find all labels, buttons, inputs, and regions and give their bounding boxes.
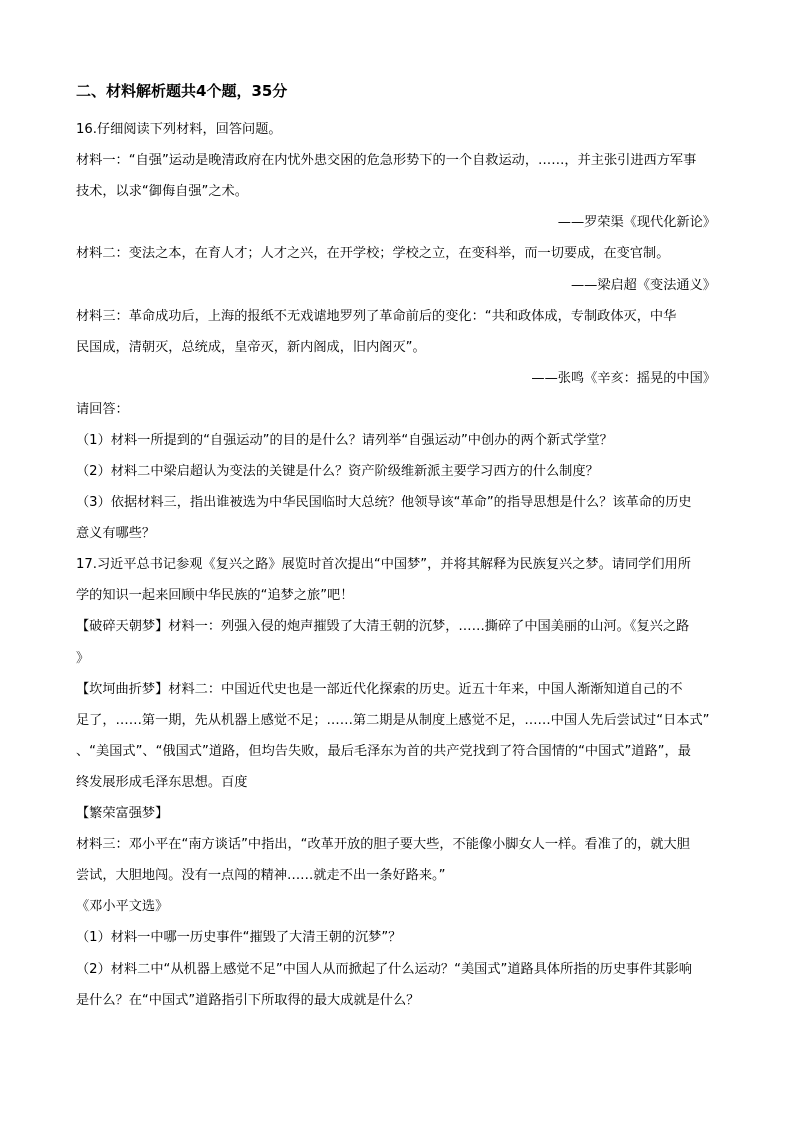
q16-material-2-source: ——梁启超《变法通义》 xyxy=(570,278,716,293)
q17-material-1-line-1: 【破碎天朝梦】材料一：列强入侵的炮声摧毁了大清王朝的沉梦，……撕碎了中国美丽的山河。《复兴之路 xyxy=(76,619,690,634)
q17-material-2-line-1: 【坎坷曲折梦】材料二：中国近代史也是一部近代化探索的历史。近五十年来，中国人渐渐知道自己的不 xyxy=(76,682,683,697)
q16-material-3-line-2: 民国成，清朝灭，总统成，皇帝灭，新内阁成，旧内阁灭”。 xyxy=(76,340,426,355)
q17-question-2-line-1: （2）材料二中“从机器上感觉不足”中国人从而掀起了什么运动？“美国式”道路具体所指的历史事件其影响 xyxy=(76,962,692,977)
q16-question-3-line-1: （3）依据材料三，指出谁被选为中华民国临时大总统？他领导该“革命”的指导思想是什么？该革命的历史 xyxy=(76,495,692,510)
q17-material-1-line-2: 》 xyxy=(76,651,90,666)
q17-intro-line-2: 学的知识一起来回顾中华民族的“追梦之旅”吧！ xyxy=(76,588,354,603)
q16-question-1: （1）材料一所提到的“自强运动”的目的是什么？请列举“自强运动”中创办的两个新式学堂？ xyxy=(76,433,613,448)
q17-question-1: （1）材料一中哪一历史事件“摧毁了大清王朝的沉梦”？ xyxy=(76,930,402,945)
q16-intro: 16.仔细阅读下列材料，回答问题。 xyxy=(76,122,282,137)
q16-question-3-line-2: 意义有哪些？ xyxy=(76,526,156,541)
q16-ask-label: 请回答： xyxy=(76,402,129,417)
q16-question-2: （2）材料二中梁启超认为变法的关键是什么？资产阶级维新派主要学习西方的什么制度？ xyxy=(76,464,599,479)
q16-material-3-line-1: 材料三：革命成功后，上海的报纸不无戏谑地罗列了革命前后的变化：“共和政体成，专制政体灭，中华 xyxy=(76,309,677,324)
q17-material-2-line-3: 、“美国式”、“俄国式”道路，但均告失败，最后毛泽东为首的共产党找到了符合国情的“中国式”道路”，最 xyxy=(76,744,691,759)
q16-material-2-line-1: 材料二：变法之本，在育人才；人才之兴，在开学校；学校之立，在变科举，而一切要成，在变官制。 xyxy=(76,246,670,261)
section-title: 二、材料解析题共4个题，35分 xyxy=(76,82,288,100)
q16-material-1-line-1: 材料一：“自强”运动是晚清政府在内忧外患交困的危急形势下的一个自救运动，……，并主张引进西方军事 xyxy=(76,153,697,168)
q17-material-3-source: 《邓小平文选》 xyxy=(76,899,169,914)
q17-question-2-line-2: 是什么？在“中国式”道路指引下所取得的最大成就是什么？ xyxy=(76,993,420,1008)
q17-material-3-heading: 【繁荣富强梦】 xyxy=(76,806,169,821)
q17-material-2-line-2: 足了，……第一期，先从机器上感觉不足；……第二期是从制度上感觉不足，……中国人先后尝试过“日本式” xyxy=(76,713,710,728)
q16-material-1-source: ——罗荣渠《现代化新论》 xyxy=(557,215,716,230)
q17-material-2-line-4: 终发展形成毛泽东思想。百度 xyxy=(76,775,248,790)
q16-material-3-source: ——张鸣《辛亥：摇晃的中国》 xyxy=(531,371,716,386)
q16-material-1-line-2: 技术，以求“御侮自强”之术。 xyxy=(76,184,248,199)
q17-intro-line-1: 17.习近平总书记参观《复兴之路》展览时首次提出“中国梦”，并将其解释为民族复兴之梦。请同学们用所 xyxy=(76,557,691,572)
q17-material-3-line-2: 尝试，大胆地闯。没有一点闯的精神……就走不出一条好路来。” xyxy=(76,868,446,883)
q17-material-3-line-1: 材料三：邓小平在“南方谈话”中指出，“改革开放的胆子要大些，不能像小脚女人一样。看准了的，就大胆 xyxy=(76,837,690,852)
